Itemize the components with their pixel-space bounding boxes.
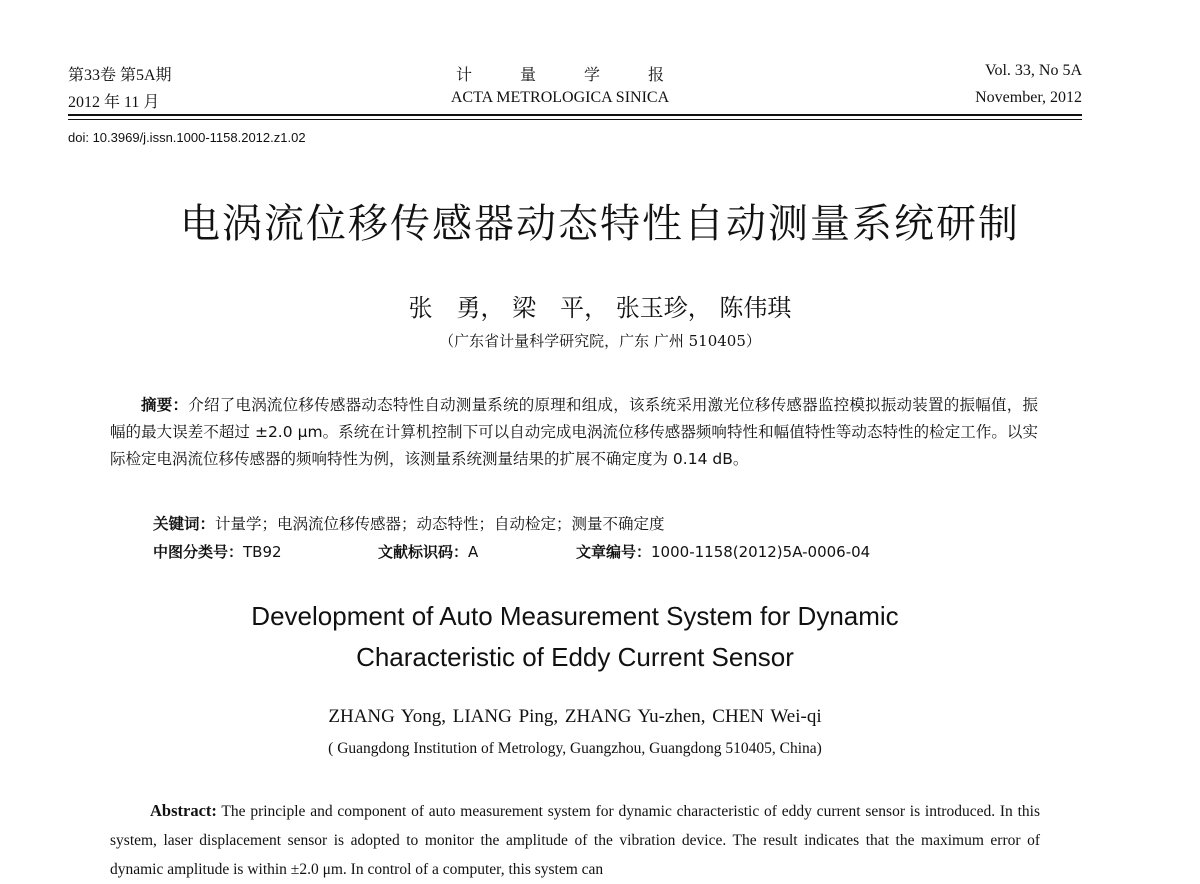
title-en-line1: Development of Auto Measurement System for Dynamic	[251, 601, 899, 631]
abstract-cn-text: 介绍了电涡流位移传感器动态特性自动测量系统的原理和组成，该系统采用激光位移传感器监控模拟振动装置的振幅值，振幅的最大误差不超过 ±2.0 μm。系统在计算机控制下可以自动完成电涡流位移传感器频响特性和幅值特性等动态特性的检定工作。以实际检定电涡流位移传感器的频响特性为例，该测量系统测量结果的扩展不确定度为 0.14 dB。	[110, 396, 1038, 468]
affiliation-cn: （广东省计量科学研究院，广东 广州 510405）	[439, 332, 761, 350]
keywords-cn-label: 关键词：	[153, 515, 216, 533]
clc-value: TB92	[243, 543, 282, 561]
header-rule-bottom	[68, 119, 1082, 120]
doi: doi: 10.3969/j.issn.1000-1158.2012.z1.02	[68, 130, 306, 145]
volume-issue-en: Vol. 33, No 5A	[984, 62, 1082, 79]
abstract-en-label: Abstract:	[150, 801, 217, 820]
title-en-line2: Characteristic of Eddy Current Sensor	[356, 642, 794, 672]
date-cn: 2012 年 11 月	[68, 94, 160, 111]
date-en: November, 2012	[975, 89, 1082, 106]
title-en	[0, 596, 1150, 678]
authors-en: ZHANG Yong, LIANG Ping, ZHANG Yu-zhen, CHEN Wei-qi	[328, 706, 822, 727]
doc-code-label: 文献标识码：	[378, 543, 469, 561]
affiliation-en: ( Guangdong Institution of Metrology, Guangzhou, Guangdong 510405, China)	[328, 740, 822, 757]
document-code	[378, 541, 478, 562]
keywords-cn-text: 计量学；电涡流位移传感器；动态特性；自动检定；测量不确定度	[215, 515, 665, 533]
article-number	[576, 541, 870, 562]
clc-label: 中图分类号：	[153, 543, 244, 561]
clc-number	[153, 541, 282, 562]
header-rule-top	[68, 114, 1082, 116]
abstract-cn	[110, 392, 1038, 473]
volume-issue-cn: 第33卷 第5A期	[68, 67, 172, 84]
journal-name-cn: 计 量 学 报	[455, 67, 664, 84]
keywords-cn	[153, 512, 665, 534]
article-no-label: 文章编号：	[576, 543, 652, 561]
abstract-en	[110, 796, 1040, 884]
abstract-cn-label: 摘要：	[141, 396, 189, 414]
title-cn: 电涡流位移传感器动态特性自动测量系统研制	[180, 201, 1020, 247]
journal-name-en: ACTA METROLOGICA SINICA	[450, 89, 670, 106]
article-no-value: 1000-1158(2012)5A-0006-04	[651, 543, 871, 561]
doc-code-value: A	[468, 543, 479, 561]
authors-cn: 张 勇， 梁 平， 张玉珍， 陈伟琪	[408, 294, 792, 322]
abstract-en-text: The principle and component of auto measurement system for dynamic characteristic of eddy current sensor is introduced. In this system, laser displacement sensor is adopted to monitor the amplitude of the vibration device. The result indicates that the maximum error of dynamic amplitude is within ±2.0 μm. In control of a computer, this system can	[110, 803, 1040, 878]
